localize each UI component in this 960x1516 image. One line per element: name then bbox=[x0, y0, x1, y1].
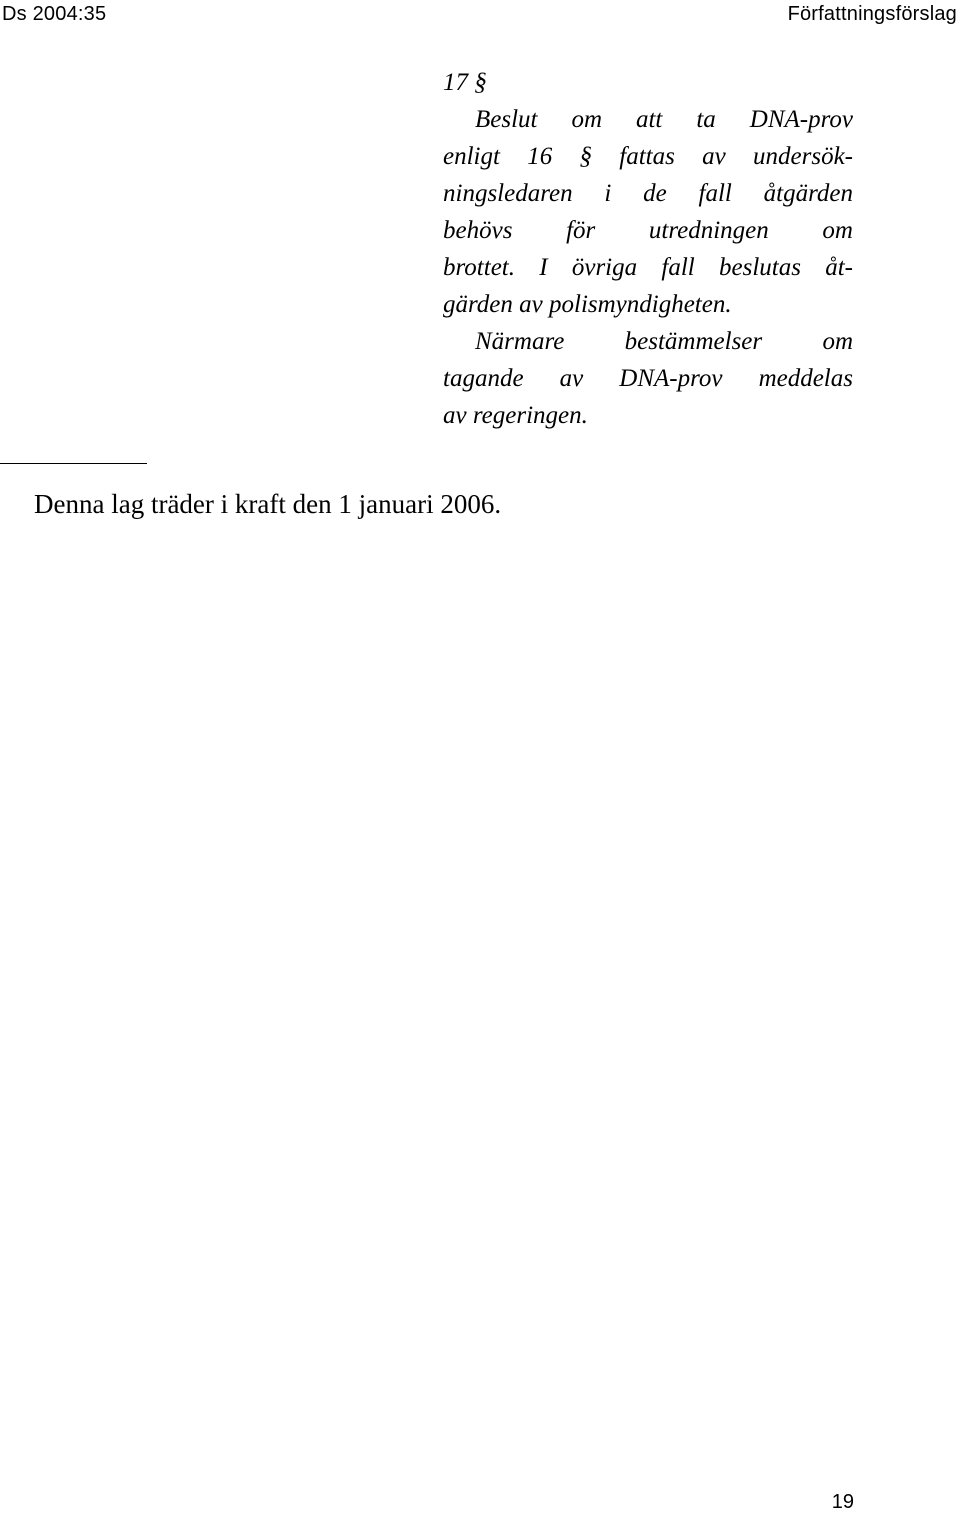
page-number: 19 bbox=[831, 1491, 854, 1513]
section-line: tagande av DNA-prov meddelas bbox=[443, 365, 853, 392]
section-line: behövs för utredningen om bbox=[443, 217, 853, 244]
section-17 bbox=[443, 64, 853, 434]
section-line: gärden av polismyndigheten. bbox=[443, 291, 732, 318]
section-line: av regeringen. bbox=[443, 402, 588, 429]
entry-into-force-text: Denna lag träder i kraft den 1 januari 2006. bbox=[34, 489, 502, 519]
running-head-left: Ds 2004:35 bbox=[2, 3, 107, 25]
section-number: 17 § bbox=[443, 69, 487, 96]
section-line: enligt 16 § fattas av undersök- bbox=[443, 143, 853, 170]
running-head-right: Författningsförslag bbox=[787, 3, 957, 25]
section-line: brottet. I övriga fall beslutas åt- bbox=[443, 254, 853, 281]
section-line: Beslut om att ta DNA-prov bbox=[475, 106, 853, 133]
section-line: Närmare bestämmelser om bbox=[475, 328, 853, 355]
section-line: ningsledaren i de fall åtgärden bbox=[443, 180, 853, 207]
separator-rule bbox=[0, 463, 147, 464]
